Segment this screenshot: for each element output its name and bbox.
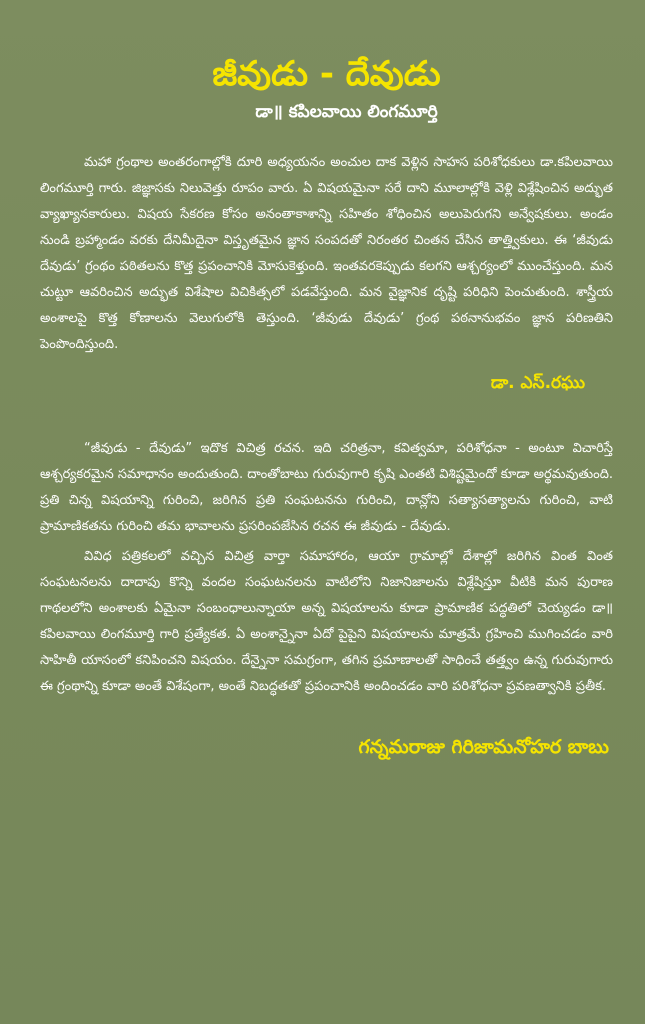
book-title: జీవుడు - దేవుడు <box>212 54 441 94</box>
review-2-paragraph-2: వివిధ పత్రికలలో వచ్చిన విచిత్ర వార్తా సమాహారం, ఆయా గ్రామాల్లో దేశాల్లో జరిగిన వింత వింత సంఘటనలను దాదాపు కొన్ని వందల సంఘటనలను వాటిలోని నిజానిజాలను విశ్లేషిస్తూ వీటికి మన పురాణ గాథలలోని అంశాలకు ఏమైనా సంబంధాలున్నాయా అన్న విషయాలను కూడా ప్రామాణిక పద్ధతిలో చెయ్యడం డా॥ కపిలవాయి లింగమూర్తి గారి ప్రత్యేకత. ఏ అంశాన్నైనా ఏదో పైపైని విషయాలను మాత్రమే గ్రహించి ముగించడం వారి సాహితీ యాసంలో కనిపించని విషయం. దేన్నైనా సమగ్రంగా, తగిన ప్రమాణాలతో సాధించే తత్త్వం ఉన్న గురువుగారు ఈ గ్రంథాన్ని కూడా అంతే విశేషంగా, అంతే నిబద్ధతతో ప్రపంచానికి అందించడం వారి పరిశోధనా ప్రవణత్వానికి ప్రతీక. <box>40 549 613 694</box>
review-2-signature: గన్నమరాజు గిరిజామనోహర బాబు <box>358 736 609 758</box>
review-1-signature: డా. ఎస్.రఘు <box>490 373 585 393</box>
review-1 <box>40 150 613 398</box>
author-name: డా॥ కపిలవాయి లింగమూర్తి <box>255 102 438 122</box>
review-1-paragraph: మహా గ్రంథాల అంతరంగాల్లోకి దూరి అధ్యయనం అంచుల దాక వెళ్లిన సాహస పరిశోధకులు డా.కపిలవాయి లింగమూర్తి గారు. జిజ్ఞాసకు నిలువెత్తు రూపం వారు. ఏ విషయమైనా సరే దాని మూలాల్లోకి వెళ్లి విశ్లేషించిన అద్భుత వ్యాఖ్యానకారులు. విషయ సేకరణ కోసం అనంతాకాశాన్ని సహితం శోధించిన అలుపెరుగని అన్వేషకులు. అండం నుండి బ్రహ్మాండం వరకు దేనిమీదైనా విస్తృతమైన జ్ఞాన సంపదతో నిరంతర చింతన చేసిన తాత్త్వికులు. ఈ ‘జీవుడు దేవుడు’ గ్రంథం పఠితలను కొత్త ప్రపంచానికి మోసుకెళ్తుంది. ఇంతవరకెప్పుడు కలగని ఆశ్చర్యంలో ముంచేస్తుంది. మన చుట్టూ ఆవరించిన అద్భుత విశేషాల విచికిత్సలో పడవేస్తుంది. మన వైజ్ఞానిక దృష్టి పరిధిని పెంచుతుంది. శాస్త్రీయ అంశాలపై కొత్త కోణాలను వెలుగులోకి తెస్తుంది. ‘జీవుడు దేవుడు’ గ్రంథ పఠనానుభవం జ్ఞాన పరిణతిని పెంపొందిస్తుంది. <box>40 155 613 352</box>
review-2 <box>40 436 613 762</box>
review-2-paragraph-1: “జీవుడు - దేవుడు” ఇదొక విచిత్ర రచన. ఇది చరిత్రనా, కవిత్వమా, పరిశోధనా - అంటూ విచారిస్తే ఆశ్చర్యకరమైన సమాధానం అందుతుంది. దాంతోబాటు గురువుగారి కృషి ఎంతటి విశిష్టమైందో కూడా అర్థమవుతుంది. ప్రతి చిన్న విషయాన్ని గురించి, జరిగిన ప్రతి సంఘటనను గురించి, దాన్లోని సత్యాసత్యాలను గురించి, వాటి ప్రామాణికతను గురించి తమ భావాలను ప్రసరింపజేసిన రచన ఈ జీవుడు - దేవుడు. <box>40 441 613 534</box>
